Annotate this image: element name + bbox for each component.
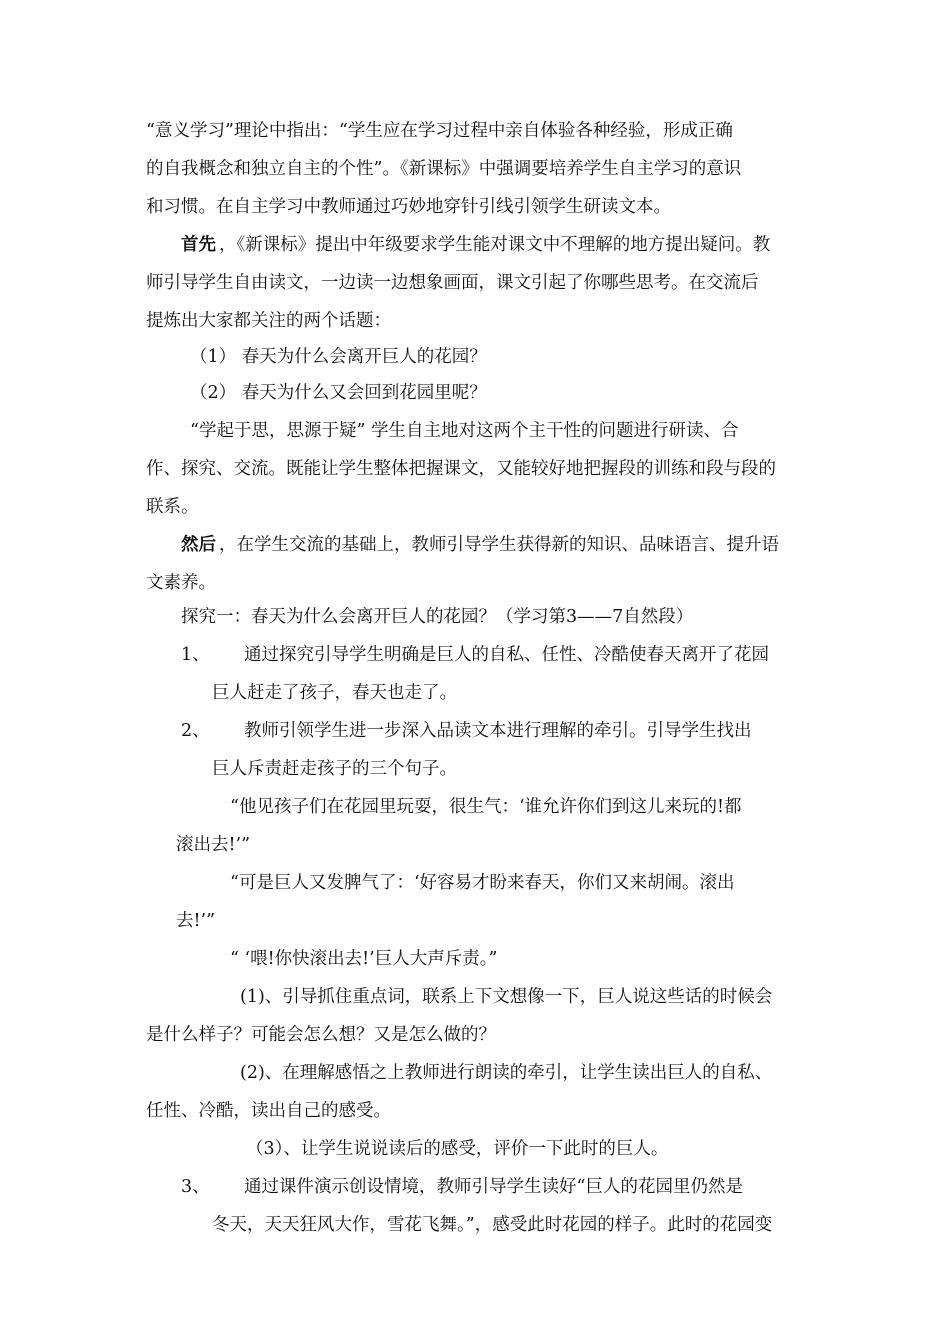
- text-line: (2)、在理解感悟之上教师进行朗读的牵引，让学生读出巨人的自私、: [240, 1063, 773, 1083]
- quote-line: 去!’”: [176, 911, 216, 931]
- paragraph-lead-first: 首先: [181, 235, 216, 255]
- text-line: 任性、冷酷，读出自己的感受。: [146, 1101, 391, 1121]
- text-line: 作、探究、交流。既能让学生整体把握课文，又能较好地把握段的训练和段与段的: [146, 459, 776, 479]
- text-line: 的自我概念和独立自主的个性”。《新课标》中强调要培养学生自主学习的意识: [146, 159, 742, 179]
- section-heading: 探究一：春天为什么会离开巨人的花园？（学习第3——7自然段）: [181, 607, 694, 627]
- text-line: （3）、让学生说说读后的感受，评价一下此时的巨人。: [246, 1139, 669, 1159]
- text-line: 提炼出大家都关注的两个话题：: [146, 311, 391, 331]
- text-line: 是什么样子？可能会怎么想？又是怎么做的？: [146, 1025, 496, 1045]
- text-line: 文素养。: [146, 573, 216, 593]
- text-line: ，在学生交流的基础上，教师引导学生获得新的知识、品味语言、提升语: [219, 535, 779, 555]
- quote-line: 滚出去!’”: [176, 835, 251, 855]
- list-item: （1） 春天为什么会离开巨人的花园？: [190, 347, 487, 367]
- text-line: 教师引领学生进一步深入品读文本进行理解的牵引。引导学生找出: [244, 721, 752, 741]
- quote-line: “可是巨人又发脾气了：‘好容易才盼来春天，你们又来胡闹。滚出: [230, 873, 735, 893]
- text-line: 通过探究引导学生明确是巨人的自私、任性、冷酷使春天离开了花园: [244, 645, 769, 665]
- text-line: 和习惯。在自主学习中教师通过巧妙地穿针引线引领学生研读文本。: [146, 197, 671, 217]
- item-number: 1、: [181, 645, 210, 665]
- text-line: 巨人斥责赶走孩子的三个句子。: [212, 759, 457, 779]
- text-line: ，《新课标》提出中年级要求学生能对课文中不理解的地方提出疑问。教: [219, 235, 771, 255]
- text-line: 联系。: [146, 497, 199, 517]
- text-line: (1)、引导抓住重点词，联系上下文想像一下，巨人说这些话的时候会: [240, 987, 773, 1007]
- paragraph-lead-then: 然后: [181, 535, 216, 555]
- item-number: 3、: [181, 1177, 210, 1197]
- text-line: “学起于思，思源于疑” 学生自主地对这两个主干性的问题进行研读、合: [190, 421, 739, 441]
- quote-line: “ ‘喂!你快滚出去!’巨人大声斥责。”: [230, 949, 498, 969]
- text-line: 通过课件演示创设情境，教师引导学生读好“巨人的花园里仍然是: [244, 1177, 743, 1197]
- text-line: 冬天，天天狂风大作，雪花飞舞。”，感受此时花园的样子。此时的花园变: [212, 1215, 773, 1235]
- text-line: “意义学习”理论中指出：“学生应在学习过程中亲自体验各种经验，形成正确: [146, 121, 733, 141]
- text-line: 巨人赶走了孩子，春天也走了。: [212, 683, 457, 703]
- text-line: 师引导学生自由读文，一边读一边想象画面，课文引起了你哪些思考。在交流后: [146, 273, 759, 293]
- list-item: （2） 春天为什么又会回到花园里呢？: [190, 383, 487, 403]
- item-number: 2、: [181, 721, 210, 741]
- quote-line: “他见孩子们在花园里玩耍，很生气：‘谁允许你们到这儿来玩的!都: [230, 797, 742, 817]
